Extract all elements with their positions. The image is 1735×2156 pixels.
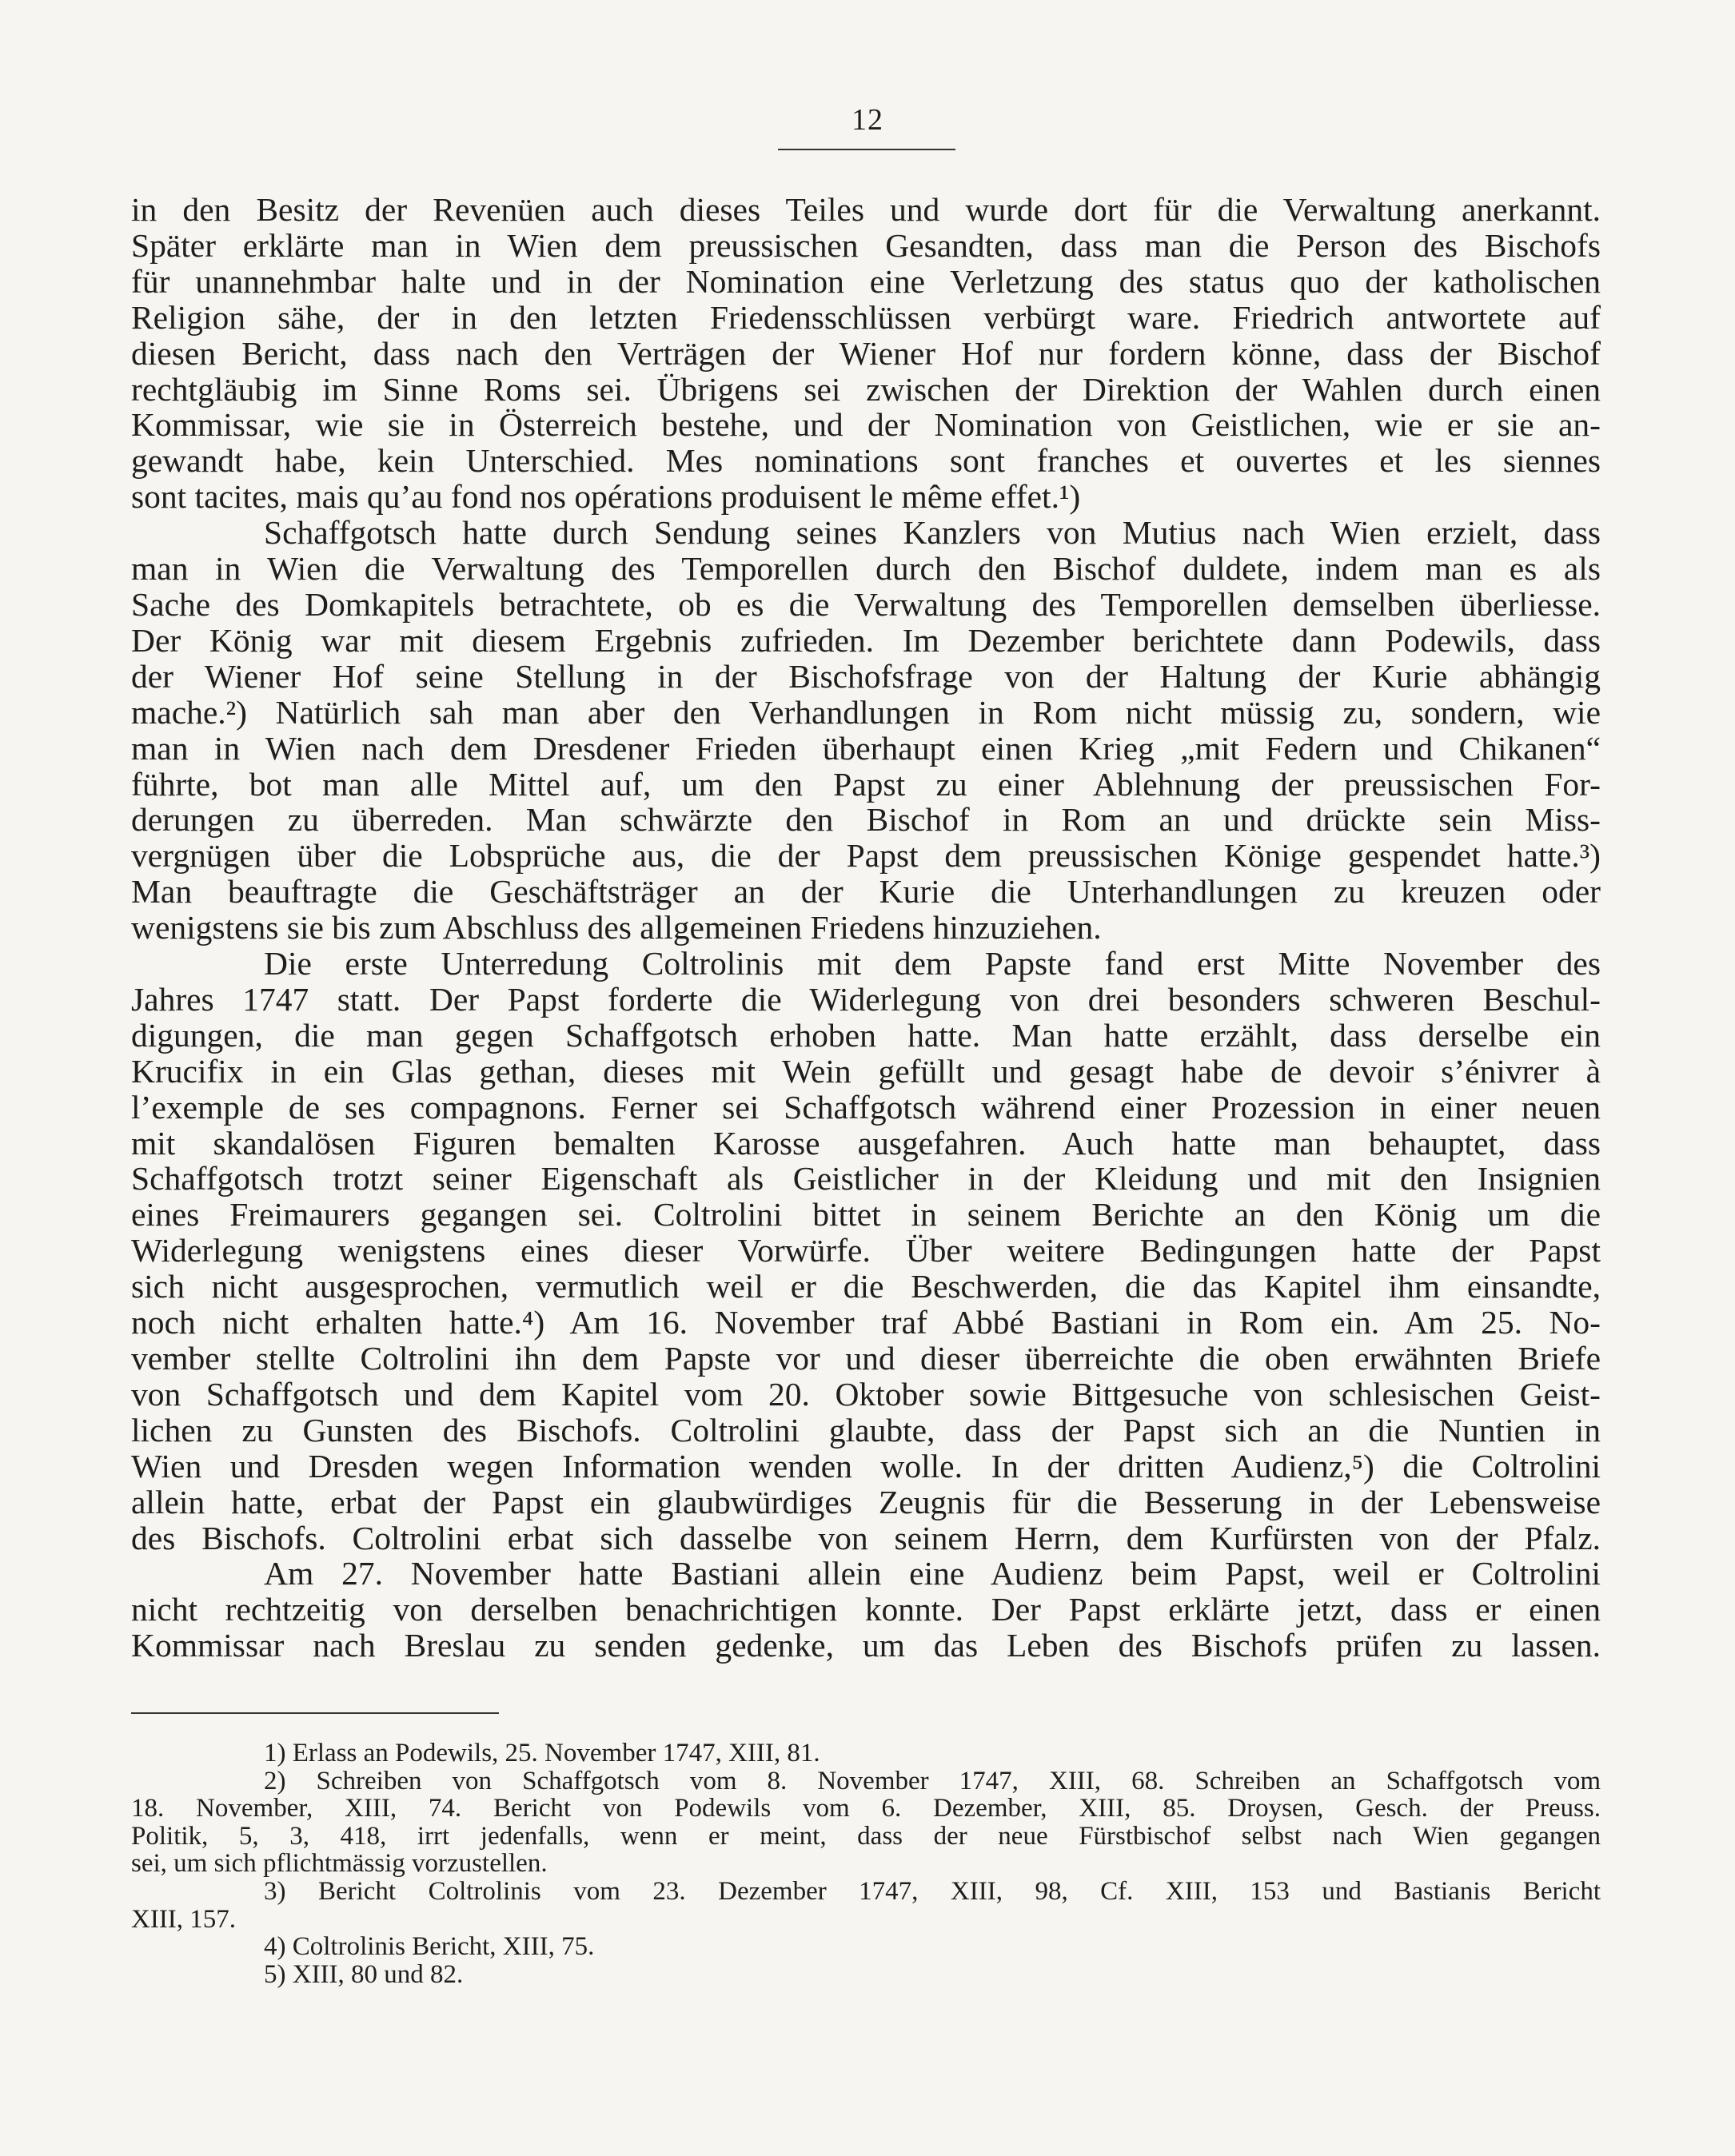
text-line: rechtgläubig im Sinne Roms sei. Übrigens sei zwischen der Direktion der Wahlen durch einen <box>131 370 1601 408</box>
text-line: sich nicht ausgesprochen, vermutlich weil er die Beschwerden, die das Kapitel ihm einsandte, <box>131 1268 1601 1305</box>
footnote-rule <box>131 1712 499 1714</box>
footnote-line: sei, um sich pflichtmässig vorzustellen. <box>131 1849 548 1879</box>
text-line: lichen zu Gunsten des Bischofs. Coltrolini glaubte, dass der Papst sich an die Nuntien in <box>131 1411 1601 1449</box>
text-line: wenigstens sie bis zum Abschluss des allgemeinen Friedens hinzuziehen. <box>131 909 1102 946</box>
text-line: Die erste Unterredung Coltrolinis mit dem Papste fand erst Mitte November des <box>264 945 1601 982</box>
text-line: allein hatte, erbat der Papst ein glaubwürdiges Zeugnis für die Besserung in der Lebensweise <box>131 1483 1601 1520</box>
text-line: von Schaffgotsch und dem Kapitel vom 20. Oktober sowie Bittgesuche von schlesischen Geist- <box>131 1375 1601 1413</box>
text-line: Krucifix in ein Glas gethan, dieses mit Wein gefüllt und gesagt habe de devoir s’énivrer à <box>131 1052 1601 1090</box>
text-line: diesen Bericht, dass nach den Verträgen der Wiener Hof nur fordern könne, dass der Bischof <box>131 334 1601 372</box>
text-line: Sache des Domkapitels betrachtete, ob es die Verwaltung des Temporellen demselben überliesse. <box>131 585 1601 623</box>
text-line: man in Wien nach dem Dresdener Frieden überhaupt einen Krieg „mit Federn und Chikanen“ <box>131 729 1601 767</box>
text-line: des Bischofs. Coltrolini erbat sich dasselbe von seinem Herrn, dem Kurfürsten von der Pfalz. <box>131 1519 1601 1556</box>
text-line: Wien und Dresden wegen Information wenden wolle. In der dritten Audienz,⁵) die Coltrolini <box>131 1447 1601 1484</box>
text-line: mit skandalösen Figuren bemalten Karosse ausgefahren. Auch hatte man behauptet, dass <box>131 1124 1601 1162</box>
footnote-line: XIII, 157. <box>131 1904 237 1934</box>
text-line: Der König war mit diesem Ergebnis zufrieden. Im Dezember berichtete dann Podewils, dass <box>131 621 1601 659</box>
text-line: Am 27. November hatte Bastiani allein eine Audienz beim Papst, weil er Coltrolini <box>264 1555 1601 1592</box>
text-line: mache.²) Natürlich sah man aber den Verhandlungen in Rom nicht müssig zu, sondern, wie <box>131 693 1601 731</box>
footnote-line: 4) Coltrolinis Bericht, XIII, 75. <box>264 1932 595 1962</box>
text-line: in den Besitz der Revenüen auch dieses Teiles und wurde dort für die Verwaltung anerkannt. <box>131 191 1601 228</box>
text-line: Man beauftragte die Geschäftsträger an der Kurie die Unterhandlungen zu kreuzen oder <box>131 873 1601 911</box>
header-rule <box>778 149 955 150</box>
text-line: Schaffgotsch hatte durch Sendung seines Kanzlers von Mutius nach Wien erzielt, dass <box>264 514 1601 552</box>
text-line: sont tacites, mais qu’au fond nos opérations produisent le même effet.¹) <box>131 478 1081 516</box>
footnote-line: 5) XIII, 80 und 82. <box>264 1959 464 1989</box>
text-line: vember stellte Coltrolini ihn dem Papste vor und dieser überreichte die oben erwähnten Briefe <box>131 1340 1601 1377</box>
text-line: l’exemple de ses compagnons. Ferner sei Schaffgotsch während einer Prozession in einer neuen <box>131 1088 1601 1126</box>
text-line: der Wiener Hof seine Stellung in der Bischofsfrage von der Haltung der Kurie abhängig <box>131 657 1601 695</box>
text-line: man in Wien die Verwaltung des Temporellen durch den Bischof duldete, indem man es als <box>131 550 1601 588</box>
text-line: Schaffgotsch trotzt seiner Eigenschaft als Geistlicher in der Kleidung und mit den Insignien <box>131 1160 1601 1198</box>
page-number: 12 <box>852 103 883 137</box>
text-line: Kommissar, wie sie in Österreich bestehe, und der Nomination von Geistlichen, wie er sie an- <box>131 406 1601 444</box>
text-line: führte, bot man alle Mittel auf, um den Papst zu einer Ablehnung der preussischen For- <box>131 765 1601 803</box>
text-line: eines Freimaurers gegangen sei. Coltrolini bittet in seinem Berichte an den König um die <box>131 1196 1601 1233</box>
footnotes <box>131 1740 1601 1988</box>
footnote-line: 2) Schreiben von Schaffgotsch vom 8. November 1747, XIII, 68. Schreiben an Schaffgotsch vom <box>264 1766 1601 1795</box>
text-line: noch nicht erhalten hatte.⁴) Am 16. November traf Abbé Bastiani in Rom ein. Am 25. No- <box>131 1304 1601 1341</box>
footnote-line: Politik, 5, 3, 418, irrt jedenfalls, wenn er meint, dass der neue Fürstbischof selbst nach Wien gegangen <box>131 1821 1601 1851</box>
text-line: Religion sähe, der in den letzten Friedensschlüssen verbürgt ware. Friedrich antwortete auf <box>131 298 1601 336</box>
text-line: Jahres 1747 statt. Der Papst forderte die Widerlegung von drei besonders schweren Beschul- <box>131 980 1601 1018</box>
footnote-line: 1) Erlass an Podewils, 25. November 1747, XIII, 81. <box>264 1739 820 1767</box>
text-line: nicht rechtzeitig von derselben benachrichtigen konnte. Der Papst erklärte jetzt, dass er einen <box>131 1591 1601 1628</box>
text-line: Widerlegung wenigstens eines dieser Vorwürfe. Über weitere Bedingungen hatte der Papst <box>131 1232 1601 1269</box>
text-line: Später erklärte man in Wien dem preussischen Gesandten, dass man die Person des Bischofs <box>131 226 1601 264</box>
text-line: für unannehmbar halte und in der Nomination eine Verletzung des status quo der katholischen <box>131 262 1601 300</box>
text-line: vergnügen über die Lobsprüche aus, die der Papst dem preussischen Könige gespendet hatte.³) <box>131 837 1601 875</box>
text-line: Kommissar nach Breslau zu senden gedenke, um das Leben des Bischofs prüfen zu lassen. <box>131 1627 1601 1664</box>
footnote-line: 3) Bericht Coltrolinis vom 23. Dezember 1747, XIII, 98, Cf. XIII, 153 und Bastianis Bericht <box>264 1876 1601 1906</box>
body-text <box>131 192 1601 1664</box>
footnote-line: 18. November, XIII, 74. Bericht von Podewils vom 6. Dezember, XIII, 85. Droysen, Gesch. der Preuss. <box>131 1794 1601 1823</box>
text-line: digungen, die man gegen Schaffgotsch erhoben hatte. Man hatte erzählt, dass derselbe ein <box>131 1016 1601 1054</box>
text-line: gewandt habe, kein Unterschied. Mes nominations sont franches et ouvertes et les siennes <box>131 442 1601 480</box>
text-line: derungen zu überreden. Man schwärzte den Bischof in Rom an und drückte sein Miss- <box>131 801 1601 839</box>
